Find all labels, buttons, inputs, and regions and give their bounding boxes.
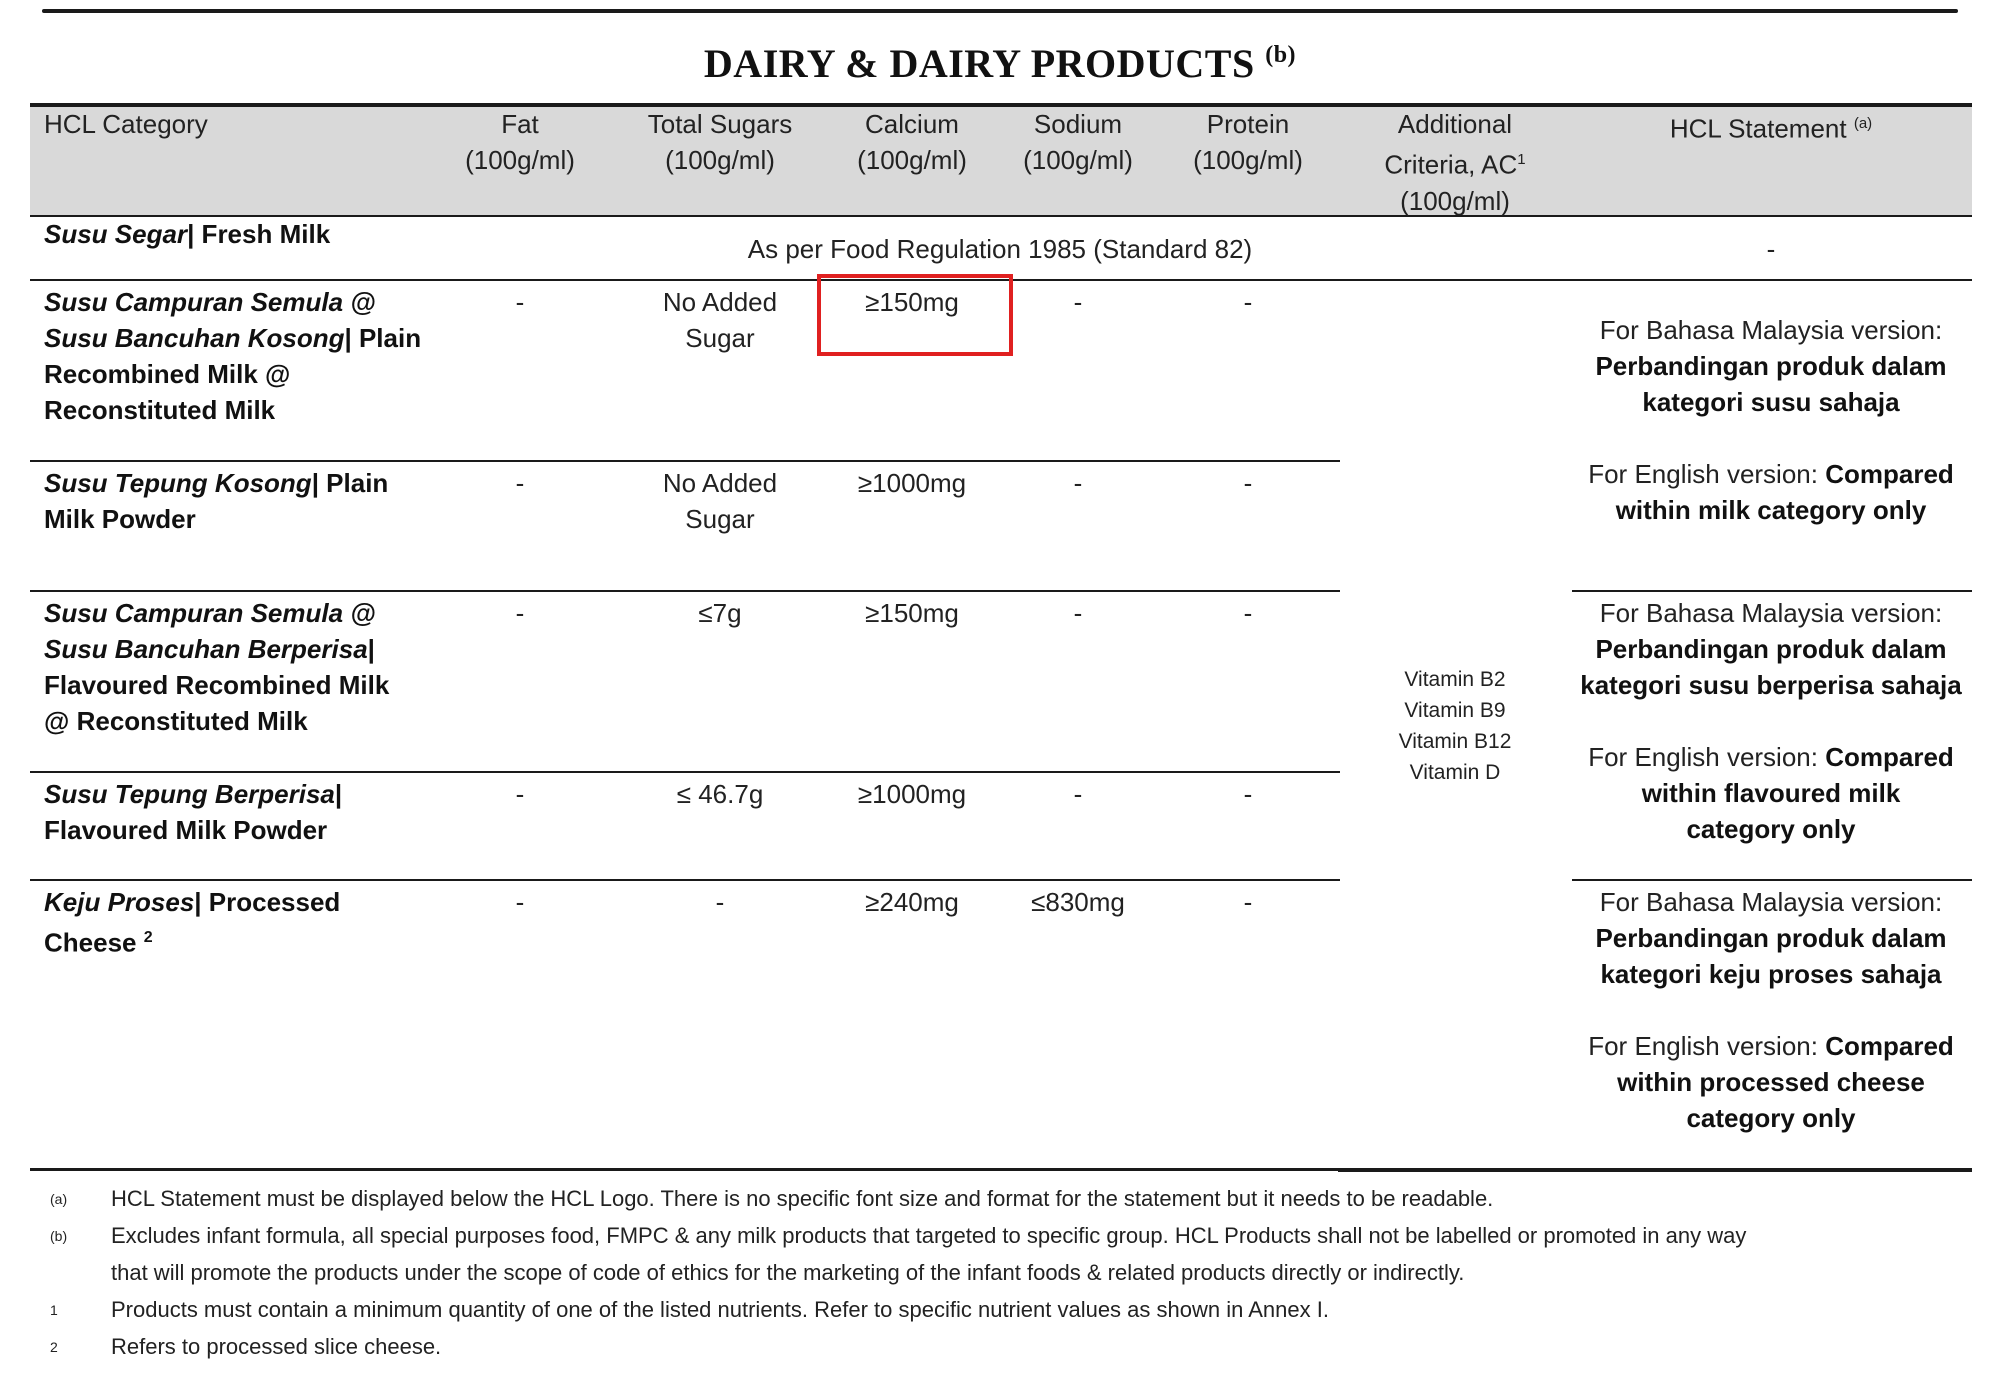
- calcium-value: ≥240mg: [865, 887, 959, 917]
- fat-value: -: [515, 779, 525, 809]
- footnote-1: Products must contain a minimum quantity of one of the listed nutrients. Refer to specific nutrient values as shown in Annex I.: [111, 1297, 1329, 1322]
- protein-value: -: [1243, 887, 1253, 917]
- calcium-value: ≥1000mg: [857, 779, 967, 809]
- header-calcium: Calcium (100g/ml): [857, 109, 967, 175]
- category-flavoured-recombined-milk: Susu Campuran Semula @ Susu Bancuhan Berperisa| Flavoured Recombined Milk @ Reconstituted Milk: [44, 598, 390, 736]
- calcium-value: ≥150mg: [865, 598, 959, 628]
- total-sugars-value: No Added Sugar: [662, 468, 778, 534]
- row-divider: [30, 590, 1340, 592]
- category-fresh-milk: Susu Segar| Fresh Milk: [44, 219, 331, 249]
- fresh-milk-statement: -: [1766, 234, 1776, 264]
- category-plain-recombined-milk: Susu Campuran Semula @ Susu Bancuhan Kosong| Plain Recombined Milk @ Reconstituted Milk: [44, 287, 422, 425]
- row-divider: [30, 879, 1340, 881]
- category-processed-cheese: Keju Proses| Processed Cheese $^2$: [44, 887, 341, 958]
- page-title: DAIRY & DAIRY PRODUCTS $^{(b)}$: [703, 41, 1297, 86]
- row-divider: [30, 771, 1340, 773]
- header-total-sugars: Total Sugars (100g/ml): [647, 109, 793, 175]
- protein-value: -: [1243, 287, 1253, 317]
- total-sugars-value: ≤7g: [698, 598, 742, 628]
- fat-value: -: [515, 287, 525, 317]
- header-additional-criteria: Additional Criteria, $AC^1$ (100g/ml): [1384, 109, 1526, 216]
- statement-milk: For Bahasa Malaysia version: Perbandingan produk dalam kategori susu sahaja For English version: Compared within milk category only: [1588, 315, 1954, 525]
- sodium-value: -: [1073, 598, 1083, 628]
- protein-value: -: [1243, 598, 1253, 628]
- table-bottom-rule: [30, 1168, 1340, 1171]
- header-hcl-category: HCL Category: [44, 109, 208, 139]
- total-sugars-value: No Added Sugar: [662, 287, 778, 353]
- statement-processed-cheese: For Bahasa Malaysia version: Perbandingan produk dalam kategori keju proses sahaja For English version: Compared within processed cheese category only: [1588, 887, 1954, 1133]
- calcium-highlight-box: [817, 274, 1013, 356]
- footnote-mark-a: (a): [50, 1191, 68, 1207]
- sodium-value: ≤830mg: [1031, 887, 1125, 917]
- table-bottom-rule: [1338, 1168, 1972, 1172]
- fat-value: -: [515, 887, 525, 917]
- header-protein: Protein (100g/ml): [1193, 109, 1303, 175]
- fresh-milk-regulation: As per Food Regulation 1985 (Standard 82): [747, 234, 1253, 264]
- header-sodium: Sodium (100g/ml): [1023, 109, 1133, 175]
- header-fat: Fat (100g/ml): [465, 109, 575, 175]
- sodium-value: -: [1073, 287, 1083, 317]
- statement-flavoured-milk: For Bahasa Malaysia version: Perbandingan produk dalam kategori susu berperisa sahaja For English version: Compared within flavoured milk category only: [1580, 598, 1962, 844]
- footnote-mark-2: 2: [50, 1339, 58, 1355]
- footnote-2: Refers to processed slice cheese.: [111, 1334, 442, 1359]
- fat-value: -: [515, 598, 525, 628]
- category-plain-milk-powder: Susu Tepung Kosong| Plain Milk Powder: [44, 468, 389, 534]
- statement-divider: [1572, 590, 1972, 592]
- row-divider: [30, 460, 1340, 462]
- footnote-a: HCL Statement must be displayed below the HCL Logo. There is no specific font size and format for the statement but it needs to be readable.: [111, 1186, 1494, 1211]
- statement-divider: [1572, 879, 1972, 881]
- footnote-mark-1: 1: [50, 1302, 58, 1318]
- footnote-mark-b: (b): [50, 1228, 68, 1244]
- sodium-value: -: [1073, 779, 1083, 809]
- top-rule: [42, 9, 1958, 13]
- calcium-value: ≥150mg: [865, 287, 959, 317]
- category-flavoured-milk-powder: Susu Tepung Berperisa| Flavoured Milk Powder: [44, 779, 343, 845]
- total-sugars-value: ≤ 46.7g: [676, 779, 764, 809]
- footnote-b: Excludes infant formula, all special purposes food, FMPC & any milk products that targeted to specific group. HCL Products shall not be labelled or promoted in any way that will promote the products under the scope of code of ethics for the marketing of the infant foods & related products directly or indirectly.: [111, 1223, 1747, 1285]
- total-sugars-value: -: [715, 887, 725, 917]
- header-hcl-statement: HCL Statement $^{(a)}$: [1669, 113, 1873, 144]
- additional-criteria-vitamins: Vitamin B2 Vitamin B9 Vitamin B12 Vitamin D: [1398, 668, 1512, 784]
- sodium-value: -: [1073, 468, 1083, 498]
- protein-value: -: [1243, 468, 1253, 498]
- protein-value: -: [1243, 779, 1253, 809]
- calcium-value: ≥1000mg: [857, 468, 967, 498]
- fat-value: -: [515, 468, 525, 498]
